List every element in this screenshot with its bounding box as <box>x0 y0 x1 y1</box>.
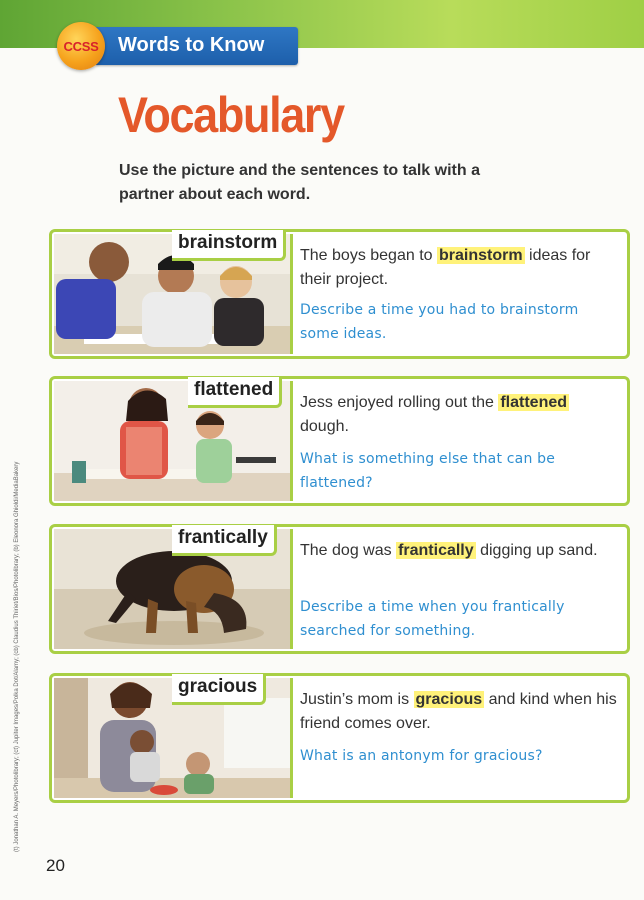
vocab-card-brainstorm <box>49 229 630 359</box>
highlighted-word: flattened <box>500 394 568 411</box>
discussion-question: What is something else that can be flattened? <box>300 451 556 491</box>
vocab-word-label: flattened <box>188 377 282 408</box>
example-sentence: Justin’s mom is gracious and kind when his friend comes over. <box>300 691 617 732</box>
vocab-word-label: frantically <box>172 525 277 556</box>
highlighted-word: gracious <box>415 691 483 708</box>
ccss-badge-label: CCSS <box>63 38 99 54</box>
discussion-question: Describe a time you had to brainstorm some ideas. <box>300 302 579 342</box>
ccss-badge <box>57 22 105 70</box>
discussion-question: Describe a time when you frantically searched for something. <box>300 599 565 639</box>
discussion-question: What is an antonym for gracious? <box>300 748 543 764</box>
vocab-card-flattened <box>49 376 630 506</box>
page-number: 20 <box>46 856 65 875</box>
intro-text: Use the picture and the sentences to talk with a partner about each word. <box>119 162 480 203</box>
banner-label: Words to Know <box>118 34 265 56</box>
vocab-card-frantically <box>49 524 630 654</box>
highlighted-word: brainstorm <box>438 247 523 264</box>
vocab-word-label: gracious <box>172 674 266 705</box>
example-sentence: The boys began to brainstorm ideas for their project. <box>300 247 591 288</box>
photo-credit: (t) Jonathan A. Meyers/Photolibrary; (ct) Jupiter Images/Polka Dot/Alamy; (cb) Claudius Thiriet/Bios/Photolibrary; (b) Eleonora Ghioldi/MediaBakery <box>14 461 20 852</box>
example-sentence: The dog was frantically digging up sand. <box>300 542 598 559</box>
vocab-word-label: brainstorm <box>172 230 286 261</box>
vocab-card-gracious <box>49 673 630 803</box>
example-sentence: Jess enjoyed rolling out the flattened dough. <box>300 394 568 435</box>
page-title: Vocabulary <box>118 87 344 143</box>
words-to-know-banner <box>96 27 298 65</box>
highlighted-word: frantically <box>398 542 474 559</box>
